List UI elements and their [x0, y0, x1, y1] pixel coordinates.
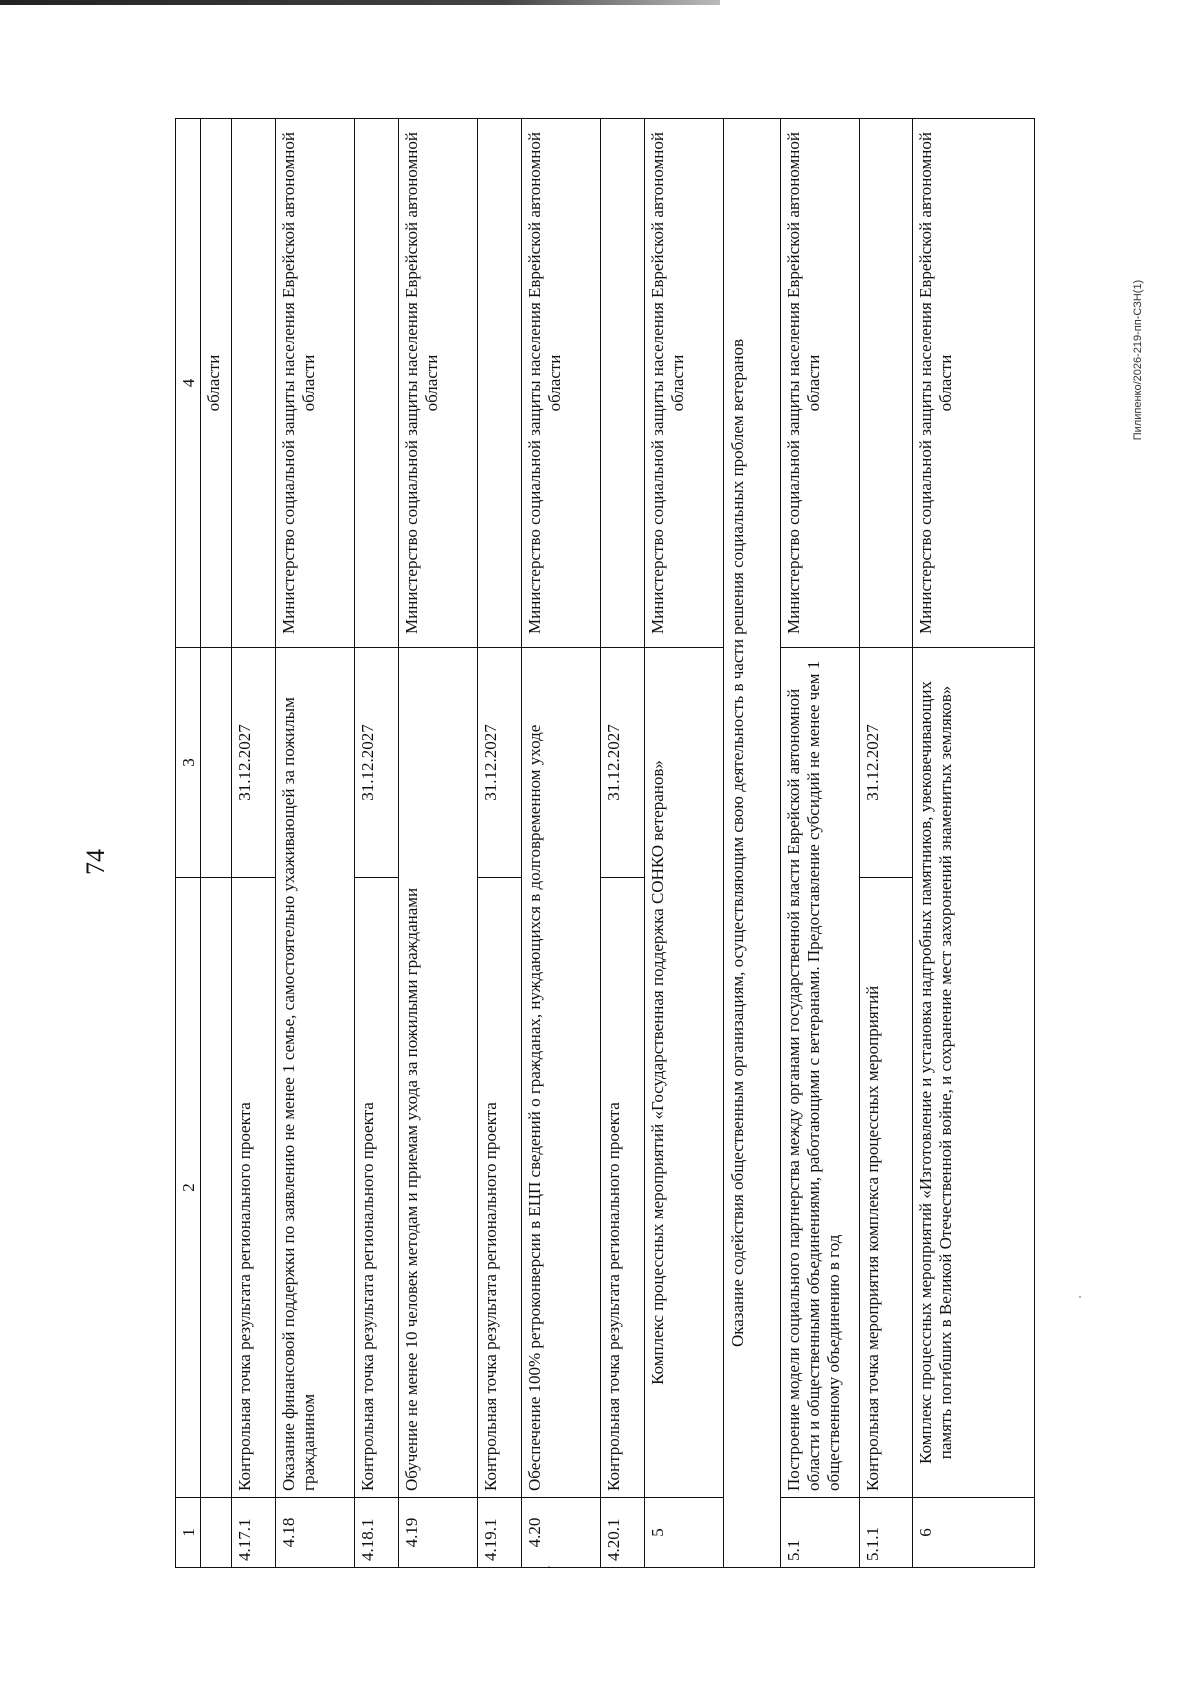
row-date: 31.12.2027 — [478, 647, 521, 877]
header-cell: 3 — [176, 647, 200, 877]
row-name: Комплекс процессных мероприятий «Государственная поддержка СОНКО ветеранов» — [645, 647, 723, 1497]
row-responsible — [355, 119, 398, 647]
table-row — [276, 119, 355, 1567]
table-row — [860, 119, 913, 1567]
row-number: 5.1 — [781, 1497, 859, 1567]
row-date: 31.12.2027 — [601, 647, 644, 877]
row-responsible: Министерство социальной защиты населения Еврейской автономной области — [648, 132, 688, 634]
row-responsible — [232, 119, 275, 647]
table-row — [913, 119, 1034, 1567]
row-name: Оказание финансовой поддержки по заявлению не менее 1 семье, самостоятельно ухаживающей за пожилым гражданином — [276, 647, 354, 1497]
row-responsible: Министерство социальной защиты населения Еврейской автономной области — [279, 132, 319, 634]
row-date: 31.12.2027 — [355, 647, 398, 877]
rotated-table-wrapper — [175, 118, 1035, 1568]
row-responsible — [601, 119, 644, 647]
row-date: 31.12.2027 — [232, 647, 275, 877]
header-cell: 1 — [176, 1497, 200, 1567]
row-name: Построение модели социального партнерства между органами государственной власти Еврейской автономной области и общественными объединениями, работающими с ветеранами. Предоставление субсидий не менее чем 1 общественному объединению в год — [781, 647, 859, 1497]
row-date: 31.12.2027 — [860, 647, 912, 877]
table-header-row — [176, 119, 201, 1567]
row-number: 5.1.1 — [860, 1497, 912, 1567]
document-id: Пилипенко/2026-219-пп-СЗН(1) — [1132, 279, 1144, 441]
table-row — [781, 119, 860, 1567]
row-number: 4.19 — [399, 1497, 477, 1567]
table-row — [232, 119, 276, 1567]
row-responsible: Министерство социальной защиты населения Еврейской автономной области — [916, 132, 956, 634]
row-responsible: Министерство социальной защиты населения Еврейской автономной области — [784, 132, 824, 634]
table-row — [601, 119, 645, 1567]
row-name: Обеспечение 100% ретроконверсии в ЕЦП сведений о гражданах, нуждающихся в долговременном уходе — [522, 647, 600, 1497]
continuation-text: области — [204, 354, 223, 412]
table-row — [478, 119, 522, 1567]
row-number: 4.19.1 — [478, 1497, 521, 1567]
scan-top-edge — [0, 0, 720, 5]
page-number: 74 — [81, 849, 110, 875]
table-row — [645, 119, 724, 1567]
scan-speck — [1079, 1296, 1081, 1298]
row-number: 4.18.1 — [355, 1497, 398, 1567]
row-responsible — [860, 119, 912, 647]
row-number: 4.20.1 — [601, 1497, 644, 1567]
row-name: Контрольная точка результата регионального проекта — [232, 877, 275, 1497]
table-row — [355, 119, 399, 1567]
task-text: Оказание содействия общественным организациям, осуществляющим свою деятельность в части решения социальных проблем ветеранов — [728, 338, 747, 1348]
row-name: Контрольная точка результата регионального проекта — [355, 877, 398, 1497]
table-row — [399, 119, 478, 1567]
row-number: 4.17.1 — [232, 1497, 275, 1567]
row-number: 4.20 — [522, 1497, 600, 1567]
row-responsible: Министерство социальной защиты населения Еврейской автономной области — [402, 132, 442, 634]
task-row — [724, 119, 781, 1567]
row-responsible: Министерство социальной защиты населения Еврейской автономной области — [525, 132, 565, 634]
row-name: Контрольная точка результата регионального проекта — [478, 877, 521, 1497]
continuation-row — [201, 119, 232, 1567]
plan-table — [175, 118, 1035, 1568]
row-number: 5 — [645, 1497, 723, 1567]
row-name: Обучение не менее 10 человек методам и приемам ухода за пожилыми гражданами — [399, 647, 477, 1497]
header-cell: 2 — [176, 877, 200, 1497]
row-name: Контрольная точка результата регионального проекта — [601, 877, 644, 1497]
row-name: Контрольная точка мероприятия комплекса процессных мероприятий — [860, 877, 912, 1497]
row-number: 4.18 — [276, 1497, 354, 1567]
table-row — [522, 119, 601, 1567]
row-name: Комплекс процессных мероприятий «Изготовление и установка надгробных памятников, увековечивающих память погибших в Великой Отечественной войне, и сохранение мест захоронений знаменитых земляков» — [913, 647, 1034, 1497]
row-number: 6 — [913, 1497, 1034, 1567]
row-responsible — [478, 119, 521, 647]
header-cell: 4 — [179, 378, 198, 388]
